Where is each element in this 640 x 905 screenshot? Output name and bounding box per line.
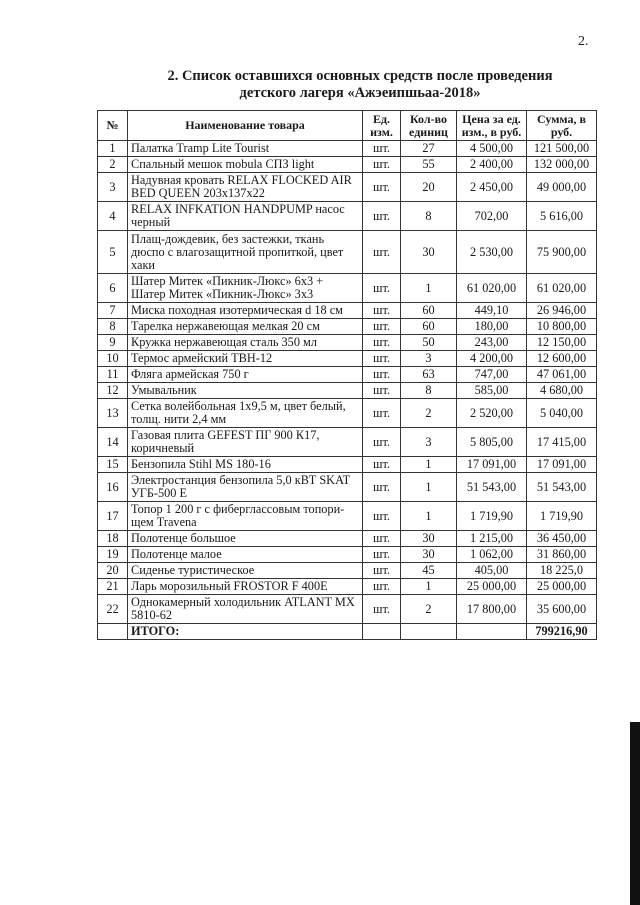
header-sum: Сумма, в руб. (527, 111, 597, 141)
item-name: Кружка нержавеющая сталь 350 мл (128, 335, 363, 351)
item-name: Однокамерный холодильник ATLANT MX 5810-62 (128, 595, 363, 624)
item-name: Шатер Митек «Пикник-Люкс» 6х3 + Шатер Митек «Пикник-Люкс» 3х3 (128, 274, 363, 303)
table-row (98, 351, 597, 367)
item-qty: 45 (401, 563, 457, 579)
total-label: ИТОГО: (128, 624, 363, 640)
row-number: 4 (98, 202, 128, 231)
item-price: 4 500,00 (457, 141, 527, 157)
table-row (98, 274, 597, 303)
item-sum: 132 000,00 (527, 157, 597, 173)
item-qty: 30 (401, 531, 457, 547)
item-unit: шт. (363, 457, 401, 473)
item-unit: шт. (363, 335, 401, 351)
item-qty: 2 (401, 399, 457, 428)
row-number: 13 (98, 399, 128, 428)
header-price: Цена за ед. изм., в руб. (457, 111, 527, 141)
item-sum: 121 500,00 (527, 141, 597, 157)
row-number: 16 (98, 473, 128, 502)
header-name: Наименование товара (128, 111, 363, 141)
item-unit: шт. (363, 202, 401, 231)
row-number: 2 (98, 157, 128, 173)
item-qty: 1 (401, 579, 457, 595)
item-qty: 30 (401, 547, 457, 563)
item-name: Электростанция бензопила 5,0 кВТ SKAT УГБ-500 Е (128, 473, 363, 502)
item-qty: 60 (401, 303, 457, 319)
row-number: 7 (98, 303, 128, 319)
total-unit-cell (363, 624, 401, 640)
item-name: Сиденье туристическое (128, 563, 363, 579)
item-unit: шт. (363, 595, 401, 624)
row-number: 14 (98, 428, 128, 457)
item-name: Газовая плита GEFEST ПГ 900 К17, коричневый (128, 428, 363, 457)
table-row (98, 383, 597, 399)
item-unit: шт. (363, 231, 401, 274)
table-row (98, 428, 597, 457)
item-price: 585,00 (457, 383, 527, 399)
item-price: 180,00 (457, 319, 527, 335)
item-name: Полотенце большое (128, 531, 363, 547)
item-sum: 35 600,00 (527, 595, 597, 624)
row-number: 11 (98, 367, 128, 383)
table-row (98, 502, 597, 531)
table-row (98, 399, 597, 428)
row-number: 19 (98, 547, 128, 563)
row-number: 20 (98, 563, 128, 579)
document-title (120, 68, 600, 102)
row-number: 10 (98, 351, 128, 367)
total-num-cell (98, 624, 128, 640)
item-name: Тарелка нержавеющая мелкая 20 см (128, 319, 363, 335)
item-qty: 60 (401, 319, 457, 335)
item-unit: шт. (363, 502, 401, 531)
row-number: 6 (98, 274, 128, 303)
table-row (98, 141, 597, 157)
item-sum: 4 680,00 (527, 383, 597, 399)
row-number: 15 (98, 457, 128, 473)
assets-table (97, 110, 597, 640)
row-number: 8 (98, 319, 128, 335)
row-number: 18 (98, 531, 128, 547)
item-sum: 1 719,90 (527, 502, 597, 531)
item-qty: 8 (401, 202, 457, 231)
table-row (98, 457, 597, 473)
table-row (98, 595, 597, 624)
item-unit: шт. (363, 157, 401, 173)
item-sum: 12 150,00 (527, 335, 597, 351)
row-number: 17 (98, 502, 128, 531)
item-price: 702,00 (457, 202, 527, 231)
item-name: Спальный мешок mobula СПЗ light (128, 157, 363, 173)
item-sum: 18 225,0 (527, 563, 597, 579)
item-name: Миска походная изотермическая d 18 см (128, 303, 363, 319)
table-row (98, 579, 597, 595)
item-unit: шт. (363, 531, 401, 547)
item-price: 61 020,00 (457, 274, 527, 303)
item-price: 25 000,00 (457, 579, 527, 595)
item-unit: шт. (363, 351, 401, 367)
header-num: № (98, 111, 128, 141)
item-sum: 12 600,00 (527, 351, 597, 367)
item-unit: шт. (363, 473, 401, 502)
table-row (98, 303, 597, 319)
title-line-1: 2. Список оставшихся основных средств после проведения (167, 68, 553, 84)
item-qty: 8 (401, 383, 457, 399)
table-row (98, 202, 597, 231)
row-number: 1 (98, 141, 128, 157)
item-sum: 75 900,00 (527, 231, 597, 274)
page-number: 2. (578, 34, 589, 49)
item-unit: шт. (363, 563, 401, 579)
table-row (98, 473, 597, 502)
item-sum: 51 543,00 (527, 473, 597, 502)
row-number: 3 (98, 173, 128, 202)
item-qty: 1 (401, 274, 457, 303)
table-row (98, 173, 597, 202)
item-unit: шт. (363, 579, 401, 595)
item-qty: 50 (401, 335, 457, 351)
item-name: Бензопила Stihl MS 180-16 (128, 457, 363, 473)
item-name: RELAX INFKATION HANDPUMP насос черный (128, 202, 363, 231)
item-price: 449,10 (457, 303, 527, 319)
item-sum: 36 450,00 (527, 531, 597, 547)
item-price: 405,00 (457, 563, 527, 579)
item-name: Топор 1 200 г с фиберглассовым топори-щем Travena (128, 502, 363, 531)
item-name: Термос армейский ТВН-12 (128, 351, 363, 367)
item-unit: шт. (363, 547, 401, 563)
item-name: Надувная кровать RELAX FLOCKED AIR BED QUEEN 203x137x22 (128, 173, 363, 202)
table-row (98, 563, 597, 579)
item-sum: 25 000,00 (527, 579, 597, 595)
table-header-row (98, 111, 597, 141)
title-line-2: детского лагеря «Ажэеипшьаа-2018» (239, 85, 481, 101)
table-row (98, 531, 597, 547)
item-price: 243,00 (457, 335, 527, 351)
item-unit: шт. (363, 141, 401, 157)
row-number: 12 (98, 383, 128, 399)
table-row (98, 547, 597, 563)
item-unit: шт. (363, 319, 401, 335)
item-sum: 61 020,00 (527, 274, 597, 303)
item-name: Фляга армейская 750 г (128, 367, 363, 383)
row-number: 21 (98, 579, 128, 595)
item-price: 2 400,00 (457, 157, 527, 173)
item-sum: 5 040,00 (527, 399, 597, 428)
table-row (98, 319, 597, 335)
total-qty-cell (401, 624, 457, 640)
item-sum: 17 091,00 (527, 457, 597, 473)
item-name: Плащ-дождевик, без застежки, ткань дюспо с влагозащитной пропиткой, цвет хаки (128, 231, 363, 274)
row-number: 5 (98, 231, 128, 274)
item-sum: 49 000,00 (527, 173, 597, 202)
scan-edge-mark (630, 722, 640, 905)
item-price: 5 805,00 (457, 428, 527, 457)
item-price: 51 543,00 (457, 473, 527, 502)
item-qty: 27 (401, 141, 457, 157)
item-price: 2 520,00 (457, 399, 527, 428)
item-unit: шт. (363, 303, 401, 319)
item-sum: 31 860,00 (527, 547, 597, 563)
item-name: Палатка Tramp Lite Tourist (128, 141, 363, 157)
item-price: 1 719,90 (457, 502, 527, 531)
item-unit: шт. (363, 274, 401, 303)
total-price-cell (457, 624, 527, 640)
item-name: Умывальник (128, 383, 363, 399)
item-qty: 1 (401, 457, 457, 473)
table-row (98, 231, 597, 274)
table-row (98, 157, 597, 173)
item-price: 2 530,00 (457, 231, 527, 274)
item-unit: шт. (363, 173, 401, 202)
item-qty: 20 (401, 173, 457, 202)
item-price: 17 800,00 (457, 595, 527, 624)
item-price: 1 062,00 (457, 547, 527, 563)
header-unit: Ед. изм. (363, 111, 401, 141)
item-price: 747,00 (457, 367, 527, 383)
item-qty: 63 (401, 367, 457, 383)
item-sum: 10 800,00 (527, 319, 597, 335)
item-qty: 2 (401, 595, 457, 624)
header-qty: Кол-во единиц (401, 111, 457, 141)
item-qty: 30 (401, 231, 457, 274)
item-price: 1 215,00 (457, 531, 527, 547)
item-price: 4 200,00 (457, 351, 527, 367)
row-number: 9 (98, 335, 128, 351)
item-price: 17 091,00 (457, 457, 527, 473)
item-unit: шт. (363, 428, 401, 457)
item-name: Полотенце малое (128, 547, 363, 563)
item-price: 2 450,00 (457, 173, 527, 202)
item-qty: 3 (401, 351, 457, 367)
total-row (98, 624, 597, 640)
item-sum: 17 415,00 (527, 428, 597, 457)
item-unit: шт. (363, 383, 401, 399)
table-row (98, 335, 597, 351)
item-unit: шт. (363, 399, 401, 428)
item-sum: 5 616,00 (527, 202, 597, 231)
total-sum: 799216,90 (527, 624, 597, 640)
item-sum: 26 946,00 (527, 303, 597, 319)
item-name: Сетка волейбольная 1х9,5 м, цвет белый, толщ. нити 2,4 мм (128, 399, 363, 428)
item-qty: 1 (401, 502, 457, 531)
item-qty: 55 (401, 157, 457, 173)
item-sum: 47 061,00 (527, 367, 597, 383)
item-name: Ларь морозильный FROSTOR F 400E (128, 579, 363, 595)
item-unit: шт. (363, 367, 401, 383)
table-row (98, 367, 597, 383)
row-number: 22 (98, 595, 128, 624)
item-qty: 3 (401, 428, 457, 457)
item-qty: 1 (401, 473, 457, 502)
